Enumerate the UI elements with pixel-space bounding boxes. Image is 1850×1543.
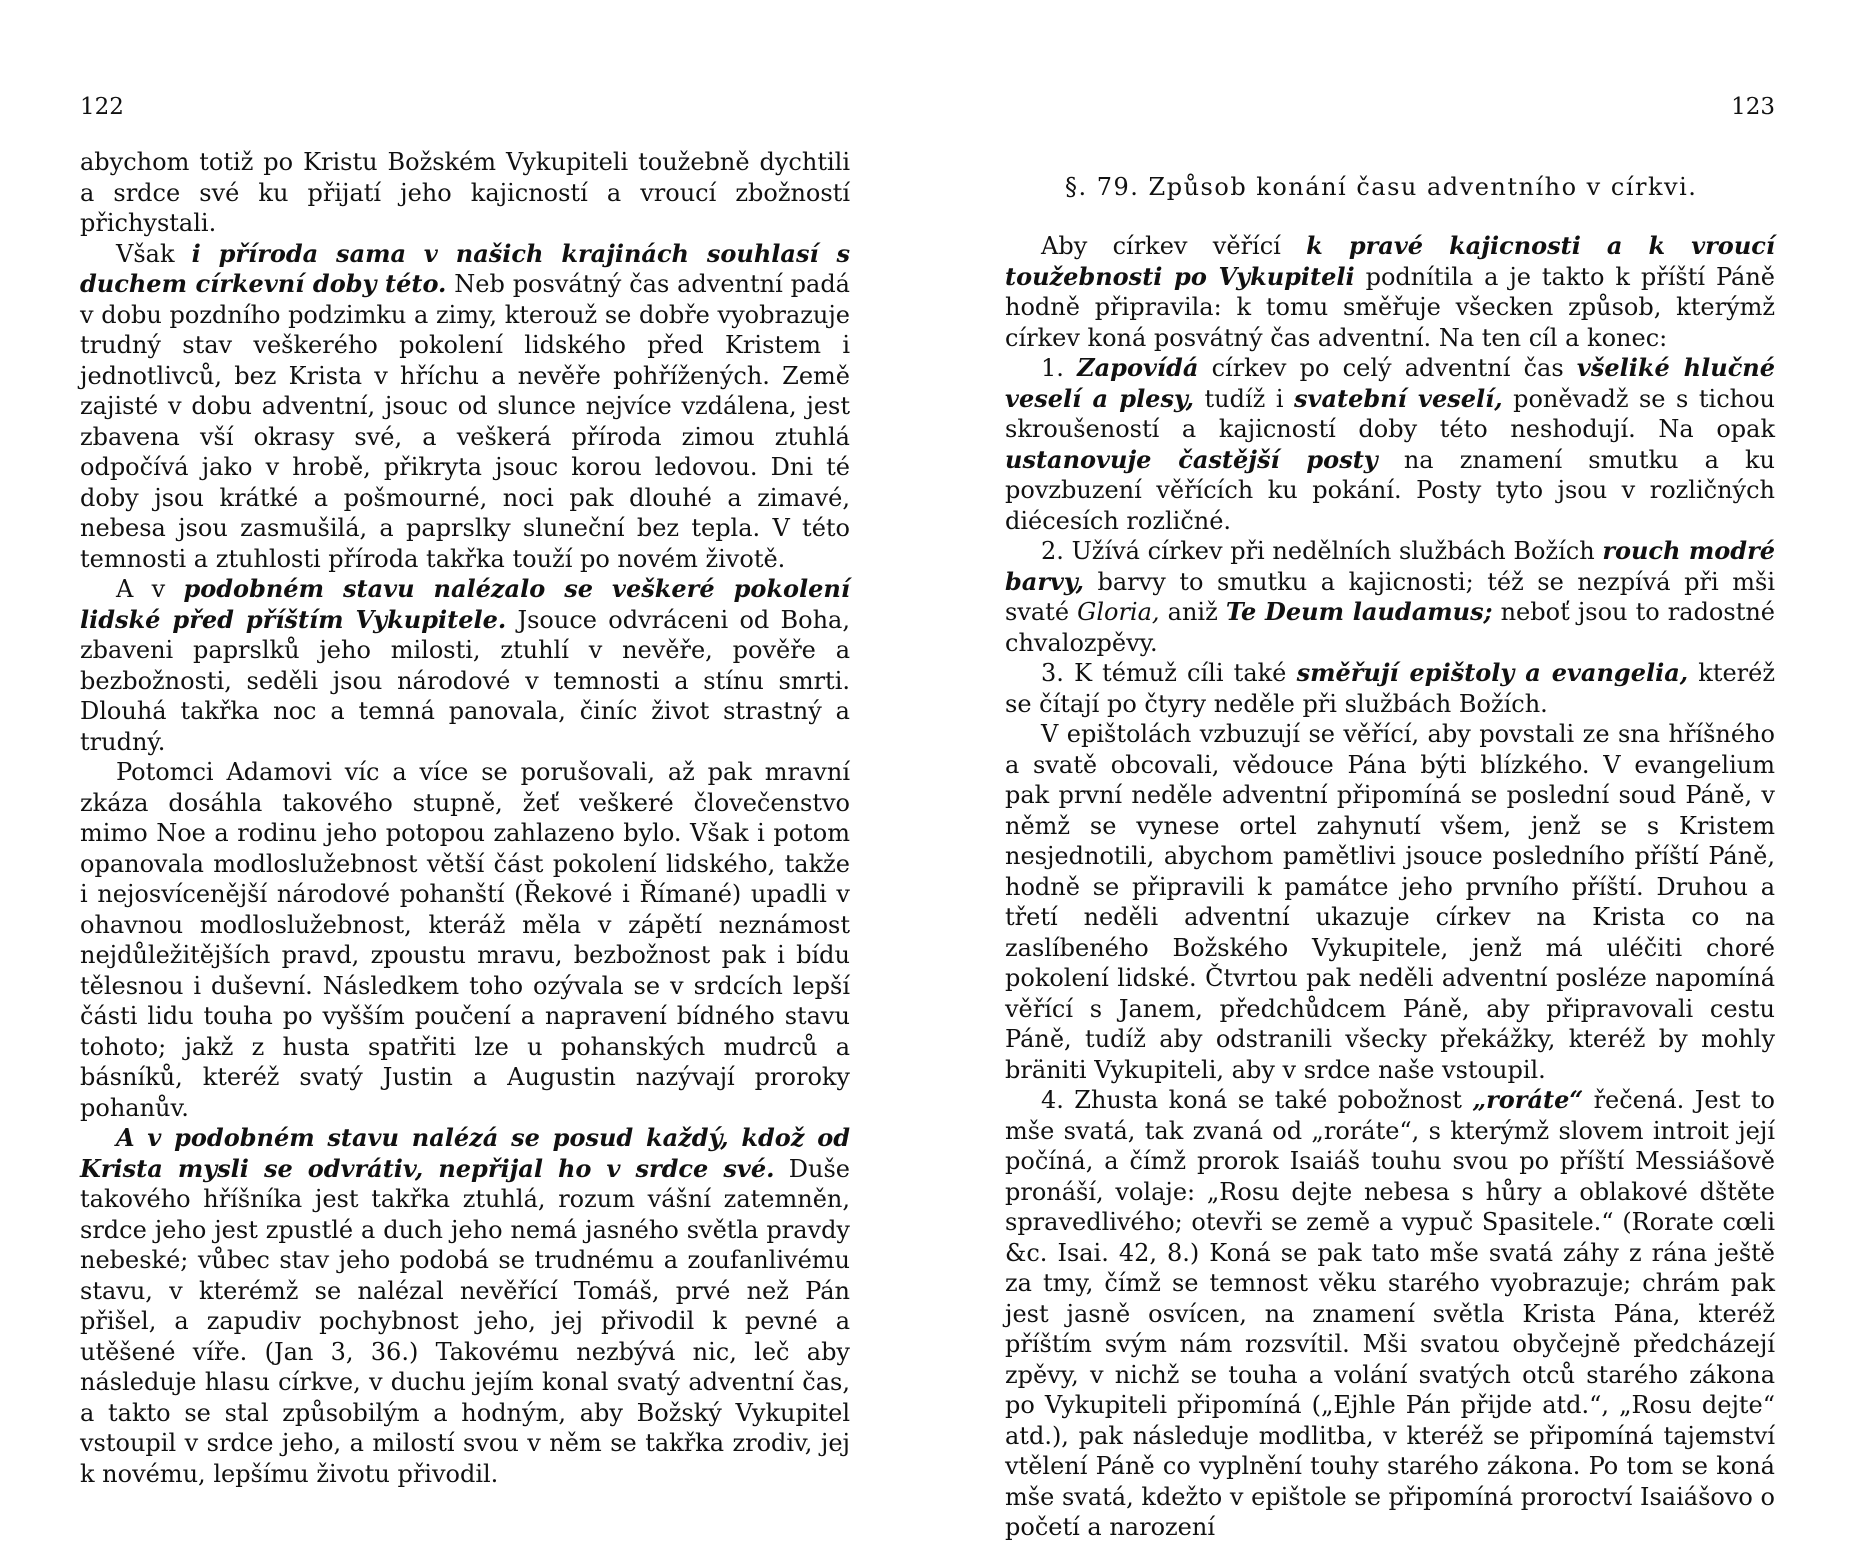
paragraph: A v podobném stavu nalézalo se veškeré pokolení lidské před příštím Vykupitele. Jsouce odvráceni od Boha, zbaveni paprslků jeho milosti, ztuhlí v nevěře, pověře a bezbožnosti, seděli jsou národové v temnosti a stínu smrti. Dlouhá takřka noc a temná panovala, činíc život strastný a trudný.	[80, 574, 850, 756]
emphasis-text: A v podobném stavu nalézá se posud každý, kdož od Krista mysli se odvrátiv, nepřijal ho v srdce své.	[80, 1123, 850, 1183]
left-page-text	[80, 147, 850, 1489]
emphasis-text: Zapovídá	[1077, 353, 1199, 382]
emphasis-text: k pravé kajicnosti a k vroucí toužebnosti po Vykupiteli	[1005, 231, 1775, 291]
page-number-right: 123	[1731, 94, 1775, 120]
emphasis-text: ustanovuje častější posty	[1005, 444, 1378, 474]
emphasis-text: podobném stavu nalézalo se veškeré pokolení lidské před příštím Vykupitele.	[80, 574, 850, 634]
paragraph: 4. Zhusta koná se také pobožnost „roráte“ řečená. Jest to mše svatá, tak zvaná od „roráte“, s kterýmž slovem introit její počíná, a čímž prorok Isaiáš touhu svou po příští Messiášově pronáší, volaje: „Rosu dejte nebesa s hůry a oblakové dštěte spravedlivého; otevři se země a vypuč Spasitele.“ (Rorate cœli &c. Isai. 42, 8.) Koná se pak tato mše svatá záhy z rána ještě za tmy, čímž se temnost věku starého vyobrazuje; chrám pak jest jasně osvícen, na znamení světla Krista Pána, kteréž příštím svým nám rozsvítil. Mši svatou obyčejně předcházejí zpěvy, v nichž se touha a volání svatých otců starého zákona po Vykupiteli připomíná („Ejhle Pán přijde atd.“, „Rosu dejte“ atd.), pak následuje modlitba, v kteréž se připomíná tajemství vtělení Páně co vyplnění touhy starého zákona. Po tom se koná mše svatá, kdežto v epištole se připomíná proroctví Isaiášovo o početí a narození	[1005, 1085, 1775, 1541]
emphasis-text: směřují epištoly a evangelia,	[1296, 658, 1689, 687]
emphasis-text: rouch modré barvy,	[1005, 536, 1775, 596]
emphasis-text: i příroda sama v našich krajinách souhlasí s duchem církevní doby této.	[80, 238, 850, 298]
paragraph: 1. Zapovídá církev po celý adventní čas všeliké hlučné veselí a plesy, tudíž i svatební veselí, poněvadž se s tichou skroušeností a kajicností doby této neshodují. Na opak ustanovuje častější posty na znamení smutku a ku povzbuzení věřících ku pokání. Posty tyto jsou v rozličných diécesích rozličné.	[1005, 353, 1776, 535]
paragraph: 2. Užívá církev při nedělních službách Božích rouch modré barvy, barvy to smutku a kajicnosti; též se nezpívá při mši svaté Gloria, aniž Te Deum laudamus; neboť jsou to radostné chvalozpěvy.	[1005, 536, 1775, 657]
paragraph: Aby církev věřící k pravé kajicnosti a k vroucí toužebnosti po Vykupiteli podnítila a je takto k příští Páně hodně připravila: k tomu směřuje všecken způsob, kterýmž církev koná posvátný čas adventní. Na ten cíl a konec:	[1005, 231, 1775, 352]
paragraph: A v podobném stavu nalézá se posud každý, kdož od Krista mysli se odvrátiv, nepřijal ho v srdce své. Duše takového hříšníka jest takřka ztuhlá, rozum vášní zatemněn, srdce jeho jest zpustlé a duch jeho nemá jasného světla pravdy nebeské; vůbec stav jeho podobá se trudnému a zoufanlivému stavu, v kterémž se nalézal nevěřící Tomáš, prvé než Pán přišel, a zapudiv pochybnost jeho, jej přivodil k pevné a utěšené víře. (Jan 3, 36.) Takovému nezbývá nic, leč aby následuje hlasu církve, v duchu jejím konal svatý adventní čas, a takto se stal způsobilým a hodným, aby Božský Vykupitel vstoupil v srdce jeho, a milostí svou v něm se takřka zrodiv, jej k novému, lepšímu životu přivodil.	[80, 1123, 850, 1488]
paragraph: 3. K témuž cíli také směřují epištoly a evangelia, kteréž se čítají po čtyry neděle při službách Božích.	[1005, 658, 1776, 718]
emphasis-text: „roráte“	[1472, 1085, 1584, 1114]
emphasis-text: Te Deum laudamus;	[1225, 597, 1493, 626]
right-page-text	[1005, 231, 1775, 1543]
emphasis-text: svatební veselí,	[1294, 383, 1503, 413]
section-heading: §. 79. Způsob konání času adventního v církvi.	[1065, 173, 1698, 201]
page-number-left: 122	[80, 94, 124, 120]
paragraph: Však i příroda sama v našich krajinách souhlasí s duchem církevní doby této. Neb posvátný čas adventní padá v dobu pozdního podzimku a zimy, kterouž se dobře vyobrazuje trudný stav veškerého pokolení lidského před Kristem i jednotlivců, bez Krista v hříchu a nevěře pohřížených. Země zajisté v dobu adventní, jsouc od slunce nejvíce vzdálena, jest zbavena vší okrasy své, a veškerá příroda zimou ztuhlá odpočívá jako v hrobě, přikryta jsouc korou ledovou. Dni té doby jsou krátké a pošmourné, noci pak dlouhé a zimavé, nebesa jsou zasmušilá, a paprslky sluneční bez tepla. V této temnosti a ztuhlosti příroda takřka touží po novém životě.	[80, 238, 850, 573]
paragraph: Potomci Adamovi víc a více se porušovali, až pak mravní zkáza dosáhla takového stupně, žeť veškeré človečenstvo mimo Noe a rodinu jeho potopou zahlazeno bylo. Však i potom opanovala modloslužebnost větší část pokolení lidského, takže i nejosvícenější národové pohanští (Řekové i Římané) upadli v ohavnou modloslužebnost, kteráž měla v zápětí neznámost nejdůležitějších pravd, zpoustu mravu, bezbožnost pak i bídu tělesnou i duševní. Následkem toho ozývala se v srdcích lepší části lidu touha po vyšším poučení a napravení bídného stavu tohoto; jakž z husta spatřiti lze u pohanských mudrců a básníků, kteréž svatý Justin a Augustin nazývají proroky pohanův.	[80, 758, 850, 1122]
italic-text: Gloria,	[1077, 598, 1160, 626]
paragraph: abychom totiž po Kristu Božském Vykupiteli toužebně dychtili a srdce své ku přijatí jeho kajicností a vroucí zbožností přichystali.	[80, 148, 850, 237]
emphasis-text: všeliké hlučné veselí a plesy,	[1005, 353, 1776, 413]
paragraph: V epištolách vzbuzují se věřící, aby povstali ze sna hříšného a svatě obcovali, vědouce Pána býti blízkého. V evangelium pak první neděle adventní připomíná se poslední soud Páně, v němž se vynese ortel zahynutí všem, jenž se s Kristem nesjednotili, abychom pamětlivi jsouce posledního příští Páně, hodně se připravili k památce jeho prvního příští. Druhou a třetí neděli adventní ukazuje církev na Krista co na zaslíbeného Božského Vykupitele, jenž má uléčiti choré pokolení lidské. Čtvrtou pak neděli adventní posléze napomíná věřící s Janem, předchůdcem Páně, aby připravovali cestu Páně, tudíž aby odstranili všecky překážky, kteréž by mohly bräniti Vykupiteli, aby v srdce naše vstoupil.	[1005, 720, 1775, 1084]
